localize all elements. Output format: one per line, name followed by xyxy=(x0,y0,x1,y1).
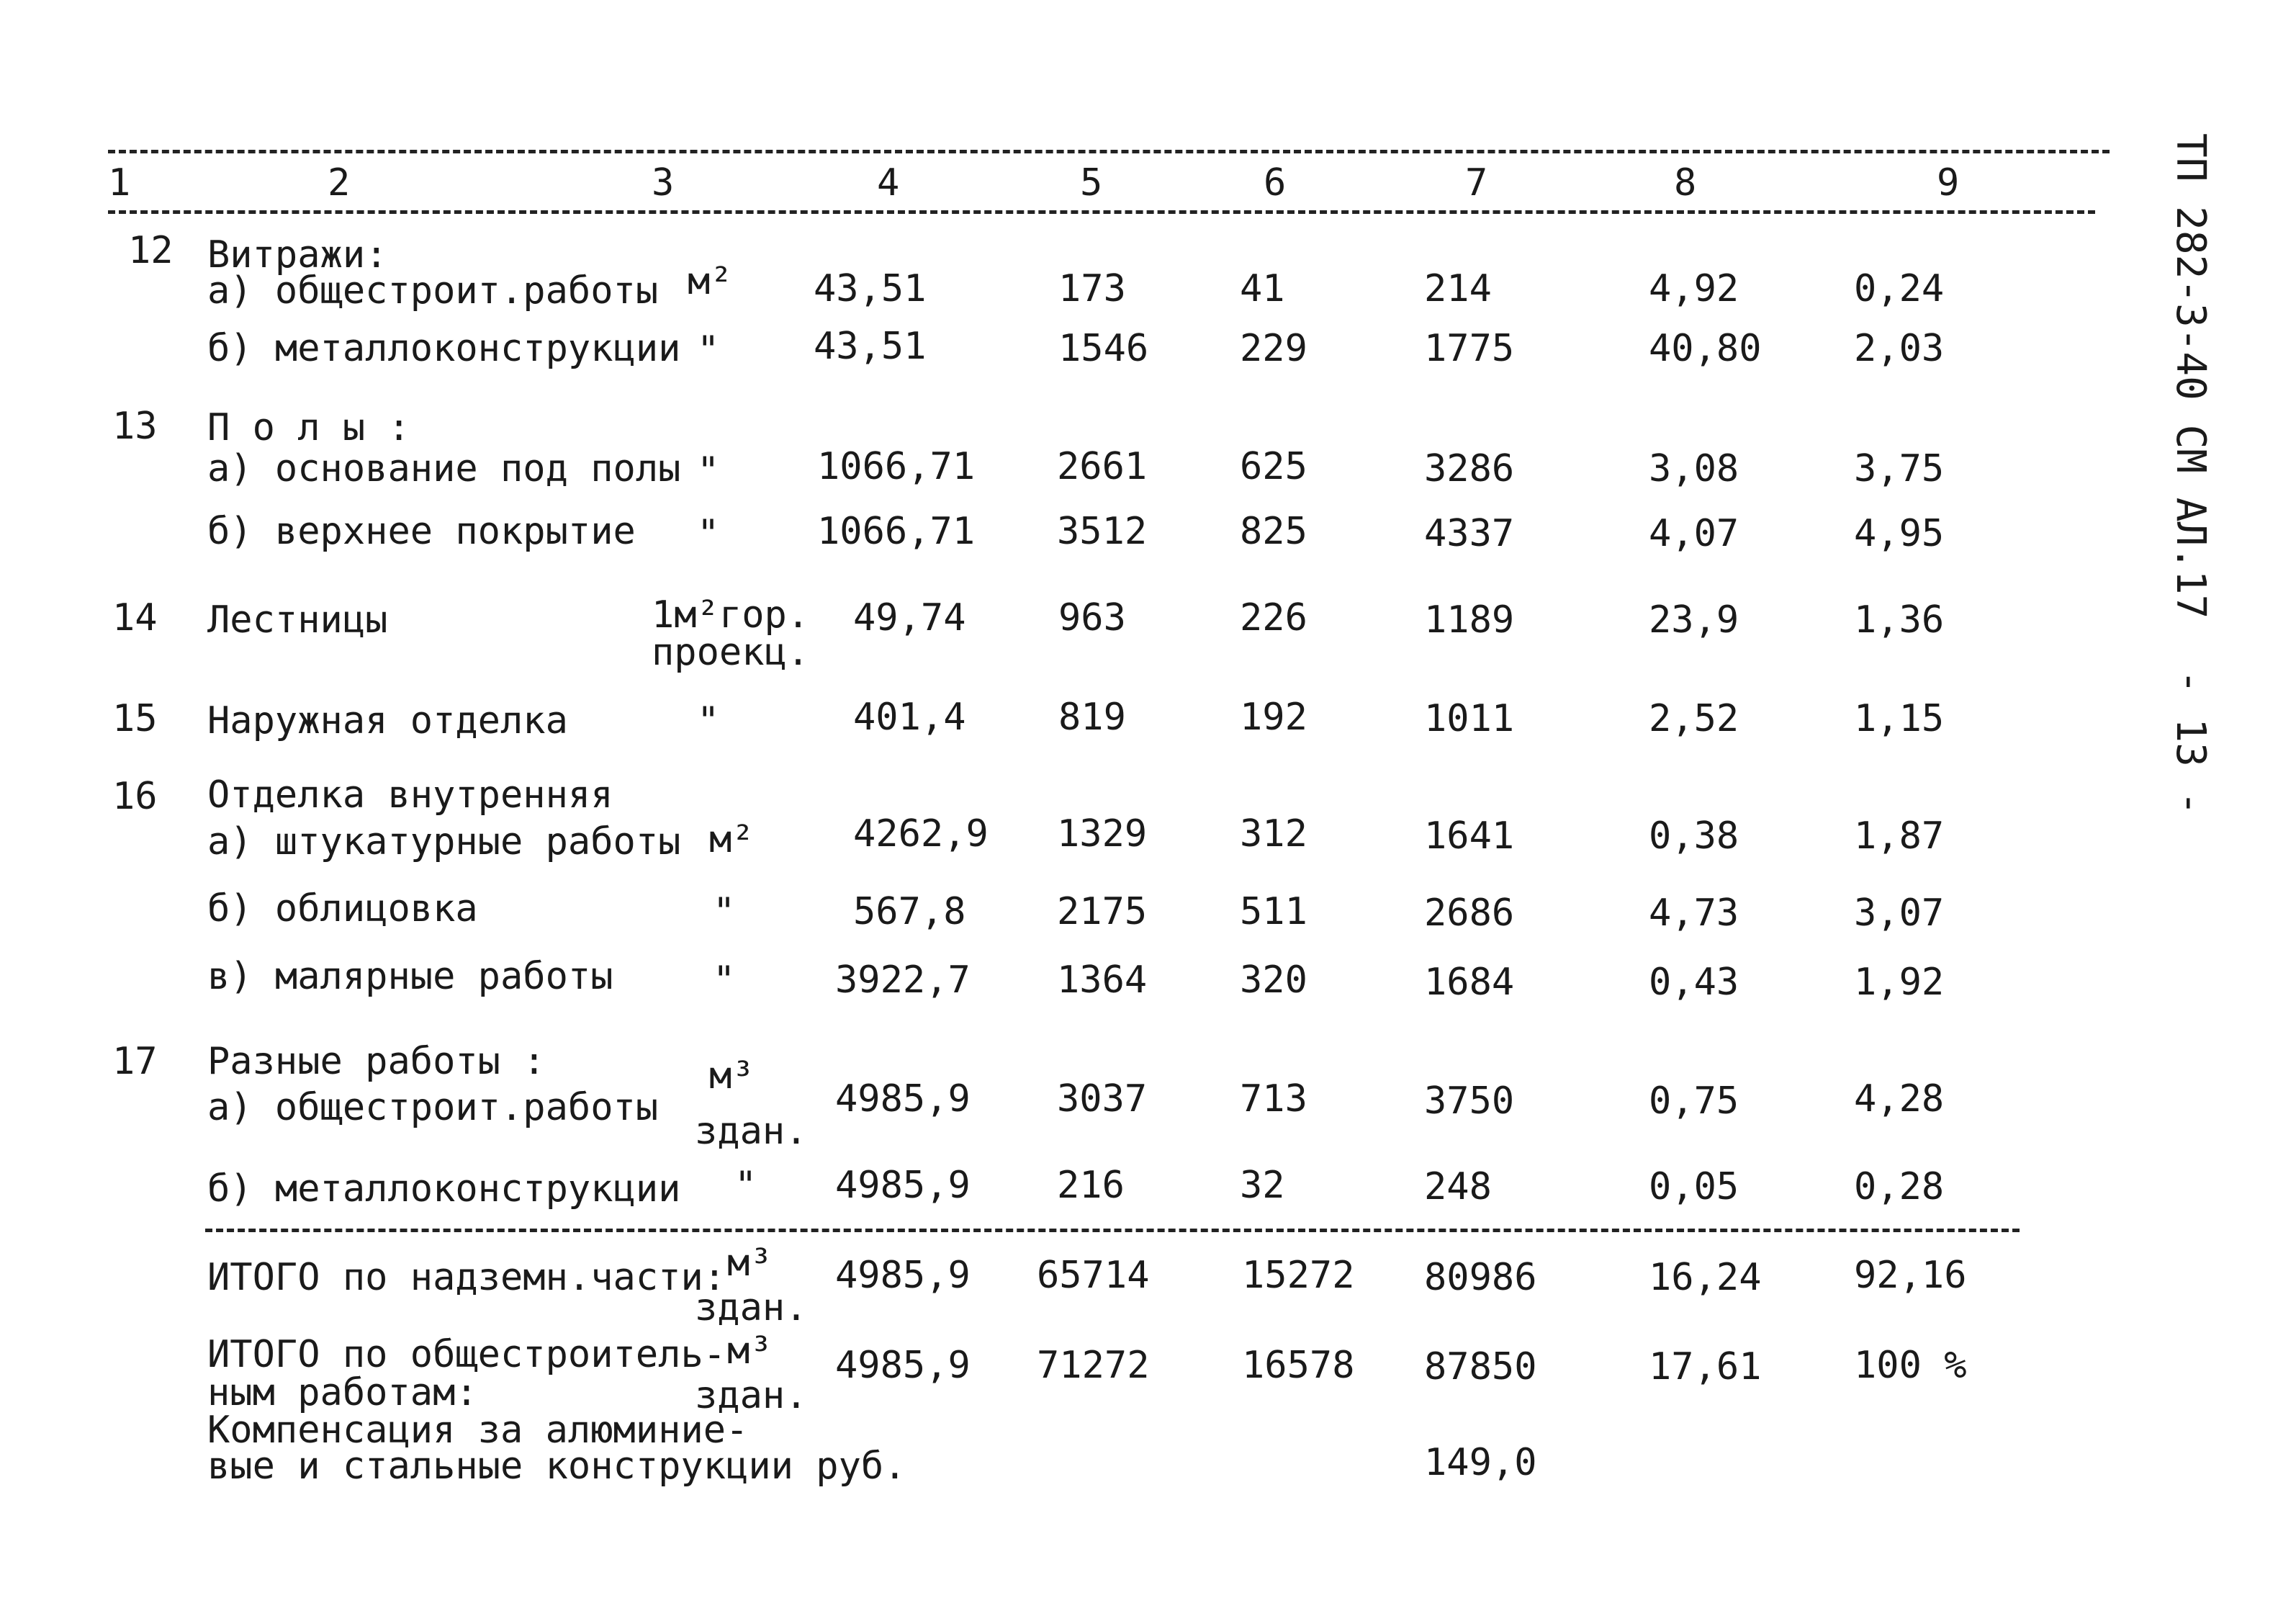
cell-c9: 0,24 xyxy=(1854,267,1945,310)
row-unit-line2: проекц. xyxy=(652,631,810,674)
cell-c9: 4,95 xyxy=(1854,512,1945,555)
cell-c9: 2,03 xyxy=(1854,327,1945,370)
row-label: а) общестроит.работы xyxy=(207,1086,659,1129)
cell-c8: 4,92 xyxy=(1649,267,1739,310)
cell-c7: 2686 xyxy=(1424,892,1515,935)
cell-c8: 0,05 xyxy=(1649,1165,1739,1208)
column-header-9: 9 xyxy=(1937,161,1960,205)
column-header-7: 7 xyxy=(1465,161,1488,205)
cell-c5: 819 xyxy=(1058,696,1126,739)
row-label: б) металлоконструкции xyxy=(207,1167,681,1211)
total-unit-line2: здан. xyxy=(695,1374,808,1417)
cell-c5: 963 xyxy=(1058,596,1126,639)
row-number: 12 xyxy=(128,229,174,272)
cell-c7: 3286 xyxy=(1424,447,1515,490)
cell-c6: 41 xyxy=(1240,267,1285,310)
cell-c8: 17,61 xyxy=(1649,1345,1762,1388)
row-name: Разные работы : xyxy=(207,1040,546,1083)
cell-c4: 567,8 xyxy=(853,890,966,933)
page-number: - 13 - xyxy=(2167,670,2214,816)
header-bottom-rule xyxy=(108,210,2095,214)
compensation-label: Компенсация за алюминие- xyxy=(207,1409,749,1452)
cell-c5: 3512 xyxy=(1057,510,1148,553)
row-name: Наружная отделка xyxy=(207,699,568,742)
totals-divider-rule xyxy=(205,1229,2020,1232)
cell-c4: 43,51 xyxy=(814,267,927,310)
cell-c4: 4985,9 xyxy=(835,1164,971,1207)
cell-c6: 15272 xyxy=(1242,1254,1355,1297)
row-number: 17 xyxy=(112,1040,158,1083)
column-header-5: 5 xyxy=(1080,161,1103,205)
cell-c6: 192 xyxy=(1240,696,1307,739)
row-unit: " xyxy=(697,328,720,372)
cell-c8: 3,08 xyxy=(1649,447,1739,490)
cell-c4: 401,4 xyxy=(853,696,966,739)
row-unit: " xyxy=(697,699,720,742)
cell-c7: 1011 xyxy=(1424,697,1515,740)
cell-c6: 713 xyxy=(1240,1077,1307,1121)
total-label: ИТОГО по надземн.части: xyxy=(207,1256,726,1299)
cell-c5: 65714 xyxy=(1037,1254,1150,1297)
cell-c9: 100 % xyxy=(1854,1344,1967,1387)
cell-c9: 1,36 xyxy=(1854,598,1945,642)
compensation-value: 149,0 xyxy=(1424,1441,1537,1484)
row-unit: " xyxy=(734,1164,757,1207)
cell-c4: 4262,9 xyxy=(853,812,989,856)
row-label: в) малярные работы xyxy=(207,955,613,998)
column-header-1: 1 xyxy=(108,161,131,205)
cell-c9: 1,92 xyxy=(1854,961,1945,1004)
cell-c9: 4,28 xyxy=(1854,1077,1945,1121)
cell-c6: 32 xyxy=(1240,1164,1285,1207)
cell-c5: 1546 xyxy=(1058,327,1149,370)
cell-c8: 2,52 xyxy=(1649,697,1739,740)
document-code: ТП 282-3-40 СМ АЛ.17 xyxy=(2167,133,2214,619)
cell-c6: 312 xyxy=(1240,812,1307,856)
row-name: П о л ы : xyxy=(207,406,410,449)
cell-c5: 2175 xyxy=(1057,890,1148,933)
row-unit: " xyxy=(713,890,736,933)
row-number: 13 xyxy=(112,405,158,448)
total-label: ИТОГО по общестроитель- xyxy=(207,1333,726,1376)
cell-c6: 625 xyxy=(1240,445,1307,488)
cell-c4: 1066,71 xyxy=(817,510,976,553)
cell-c7: 214 xyxy=(1424,267,1492,310)
column-header-8: 8 xyxy=(1674,161,1697,205)
cell-c9: 1,87 xyxy=(1854,814,1945,858)
cell-c7: 1641 xyxy=(1424,814,1515,858)
row-number: 16 xyxy=(112,775,158,818)
cell-c8: 0,38 xyxy=(1649,814,1739,858)
cell-c9: 3,75 xyxy=(1854,447,1945,490)
row-unit-line2: здан. xyxy=(695,1110,808,1153)
cell-c8: 0,75 xyxy=(1649,1079,1739,1123)
cell-c4: 43,51 xyxy=(814,325,927,368)
total-unit-line2: здан. xyxy=(695,1286,808,1329)
cell-c6: 511 xyxy=(1240,890,1307,933)
cell-c7: 87850 xyxy=(1424,1345,1537,1388)
row-name: Лестницы xyxy=(207,598,388,642)
row-unit: м² xyxy=(688,260,733,303)
cell-c4: 3922,7 xyxy=(835,959,971,1002)
cell-c8: 4,07 xyxy=(1649,512,1739,555)
column-header-4: 4 xyxy=(877,161,900,205)
column-header-2: 2 xyxy=(328,161,351,205)
row-number: 15 xyxy=(112,697,158,740)
row-number: 14 xyxy=(112,596,158,639)
total-unit: м³ xyxy=(727,1242,773,1285)
cell-c5: 71272 xyxy=(1037,1344,1150,1387)
cell-c6: 320 xyxy=(1240,959,1307,1002)
cell-c7: 1775 xyxy=(1424,327,1515,370)
cell-c4: 4985,9 xyxy=(835,1344,971,1387)
cell-c8: 4,73 xyxy=(1649,892,1739,935)
cell-c5: 216 xyxy=(1057,1164,1125,1207)
column-header-3: 3 xyxy=(652,161,675,205)
row-label: б) верхнее покрытие xyxy=(207,510,636,553)
total-label-line2: ным работам: xyxy=(207,1371,478,1414)
cell-c7: 3750 xyxy=(1424,1079,1515,1123)
cell-c5: 3037 xyxy=(1057,1077,1148,1121)
cell-c8: 16,24 xyxy=(1649,1256,1762,1299)
row-unit: " xyxy=(697,449,720,493)
cell-c8: 0,43 xyxy=(1649,961,1739,1004)
row-unit: " xyxy=(697,512,720,555)
cell-c6: 229 xyxy=(1240,327,1307,370)
row-label: а) общестроит.работы xyxy=(207,269,659,313)
row-label: а) штукатурные работы xyxy=(207,820,681,863)
cell-c7: 1684 xyxy=(1424,961,1515,1004)
row-name: Отделка внутренняя xyxy=(207,773,613,817)
header-top-rule xyxy=(108,150,2110,153)
row-label: б) металлоконструкции xyxy=(207,327,681,370)
row-unit: " xyxy=(713,959,736,1002)
row-label: а) основание под полы xyxy=(207,447,681,490)
cell-c5: 1364 xyxy=(1057,959,1148,1002)
cell-c4: 4985,9 xyxy=(835,1077,971,1121)
cell-c7: 1189 xyxy=(1424,598,1515,642)
cell-c4: 4985,9 xyxy=(835,1254,971,1297)
cell-c6: 825 xyxy=(1240,510,1307,553)
cell-c8: 23,9 xyxy=(1649,598,1739,642)
cell-c4: 49,74 xyxy=(853,596,966,639)
column-header-6: 6 xyxy=(1264,161,1287,205)
cell-c5: 173 xyxy=(1058,267,1126,310)
cell-c9: 0,28 xyxy=(1854,1165,1945,1208)
cell-c9: 92,16 xyxy=(1854,1254,1967,1297)
cell-c6: 226 xyxy=(1240,596,1307,639)
row-unit: м² xyxy=(709,818,755,861)
total-unit: м³ xyxy=(727,1329,773,1373)
row-unit: м³ xyxy=(709,1054,755,1097)
cell-c9: 3,07 xyxy=(1854,892,1945,935)
cell-c4: 1066,71 xyxy=(817,445,976,488)
row-unit: 1м²гор. xyxy=(652,593,810,637)
cell-c9: 1,15 xyxy=(1854,697,1945,740)
cell-c5: 2661 xyxy=(1057,445,1148,488)
cell-c7: 248 xyxy=(1424,1165,1492,1208)
row-label: б) облицовка xyxy=(207,887,478,930)
cell-c7: 4337 xyxy=(1424,512,1515,555)
cell-c8: 40,80 xyxy=(1649,327,1762,370)
row-name: Витражи: xyxy=(207,233,388,277)
cell-c6: 16578 xyxy=(1242,1344,1355,1387)
cell-c5: 1329 xyxy=(1057,812,1148,856)
cell-c7: 80986 xyxy=(1424,1256,1537,1299)
compensation-label-line2: вые и стальные конструкции руб. xyxy=(207,1445,906,1488)
